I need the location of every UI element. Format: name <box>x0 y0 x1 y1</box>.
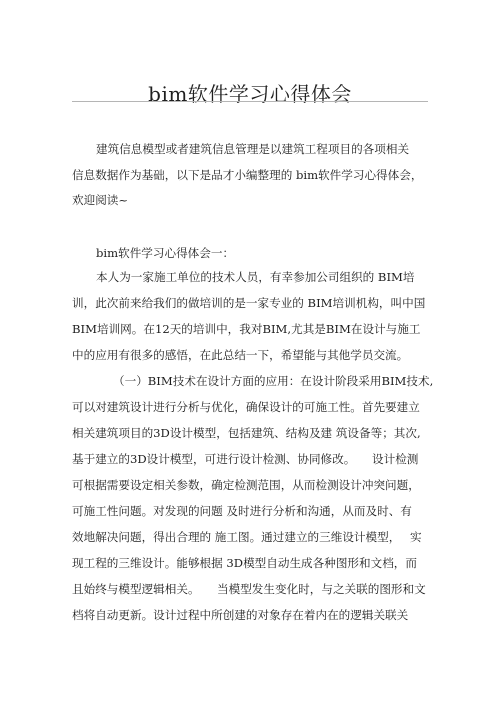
body-line-4: 中的应用有很多的感悟，在此总结一下，希望能与其他学员交流。 <box>72 348 409 362</box>
body-line-12: 现工程的三维设计。能够根据 3D模型自动生成各种图形和文档，而 <box>72 556 417 570</box>
title-divider <box>72 101 428 102</box>
section-heading: bim软件学习心得体会一： <box>96 246 235 260</box>
body-line-13: 且始终与模型逻辑相关。 <box>72 582 200 596</box>
document-title: bim软件学习心得体会 <box>148 82 352 106</box>
body-line-5: （一）BIM技术在设计方面的应用：在设计阶段采用BIM技术, <box>113 374 434 388</box>
body-line-3: BIM培训网。在12天的培训中，我对BIM,尤其是BIM在设计与施工 <box>72 322 421 336</box>
body-line-1: 本人为一家施工单位的技术人员，有幸参加公司组织的 BIM培 <box>96 270 415 284</box>
body-line-7: 相关建筑项目的3D设计模型，包括建筑、结构及建 筑设备等；其次, <box>72 426 421 440</box>
body-line-11-tail: 实 <box>410 530 422 544</box>
body-line-13-tail: 当模型发生变化时，与之关联的图形和文 <box>217 582 426 596</box>
body-line-6: 可以对建筑设计进行分析与优化，确保设计的可施工性。首先要建立 <box>72 400 420 414</box>
body-line-8-tail: 设计检测 <box>372 452 419 466</box>
intro-line-2: 信息数据作为基础，以下是品才小编整理的 bim软件学习心得体会， <box>72 168 423 182</box>
body-line-8: 基于建立的3D设计模型，可进行设计检测、协同修改。 <box>72 452 356 466</box>
body-line-11: 效地解决问题，得出合理的 施工图。通过建立的三维设计模型， <box>72 530 401 544</box>
body-line-10: 可施工性问题。对发现的问题 及时进行分析和沟通，从而及时、有 <box>72 504 412 518</box>
intro-line-3: 欢迎阅读~ <box>72 193 129 207</box>
body-line-2: 训，此次前来给我们的做培训的是一家专业的 BIM培训机构，叫中国 <box>72 296 426 310</box>
body-line-9: 可根据需要设定相关参数，确定检测范围，从而检测设计冲突问题， <box>72 478 420 492</box>
intro-line-1: 建筑信息模型或者建筑信息管理是以建筑工程项目的各项相关 <box>96 142 410 156</box>
body-line-14: 档将自动更新。设计过程中所创建的对象存在着内在的逻辑关联关 <box>72 608 409 622</box>
